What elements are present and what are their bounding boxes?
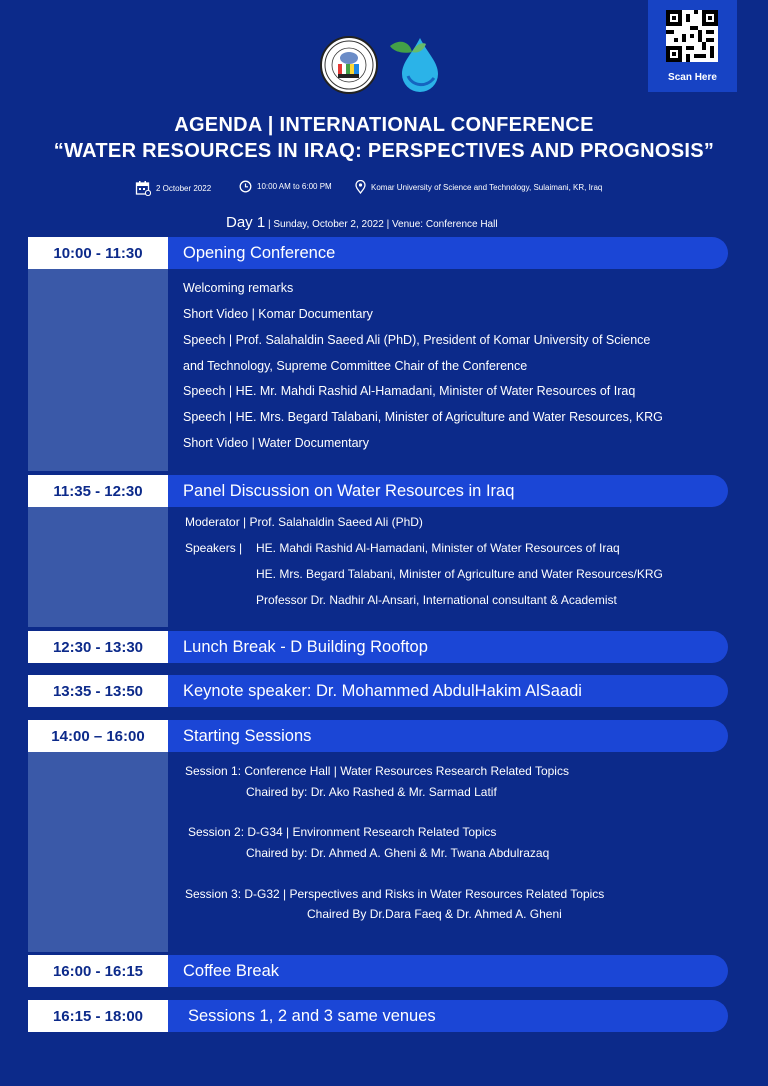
panel-speakers-label: Speakers | <box>185 541 243 555</box>
session-3-chair: Chaired By Dr.Dara Faeq & Dr. Ahmed A. Gheni <box>307 907 562 921</box>
time-column-strip <box>28 752 168 952</box>
water-drop-logo <box>386 32 450 96</box>
time-column-strip <box>28 269 168 471</box>
day-label: Day 1 <box>226 214 266 231</box>
location-pin-icon <box>355 180 366 194</box>
time-slot-sessions: 14:00 – 16:00 <box>28 720 168 752</box>
water-drop-icon <box>386 32 450 96</box>
session-2-chair: Chaired by: Dr. Ahmed A. Gheni & Mr. Twana Abdulrazaq <box>246 846 550 860</box>
session-1-chair: Chaired by: Dr. Ako Rashed & Mr. Sarmad Latif <box>246 785 497 799</box>
panel-speaker: Professor Dr. Nadhir Al-Ansari, International consultant & Academist <box>256 593 617 607</box>
session-2: Session 2: D-G34 | Environment Research Related Topics <box>188 825 497 839</box>
opening-item: and Technology, Supreme Committee Chair of the Conference <box>183 359 528 373</box>
page-title-line2: “WATER RESOURCES IN IRAQ: PERSPECTIVES AND PROGNOSIS” <box>53 140 715 162</box>
time-slot-final: 16:15 - 18:00 <box>28 1000 168 1032</box>
opening-item: Short Video | Water Documentary <box>183 436 369 450</box>
location-text: Komar University of Science and Technology, Sulaimani, KR, Iraq <box>371 182 603 192</box>
panel-speaker: HE. Mahdi Rashid Al-Hamadani, Minister of Water Resources of Iraq <box>256 541 620 555</box>
session-title-lunch: Lunch Break - D Building Rooftop <box>168 631 728 663</box>
time-text: 10:00 AM to 6:00 PM <box>257 182 332 191</box>
session-title-coffee: Coffee Break <box>168 955 728 987</box>
day-details: | Sunday, October 2, 2022 | Venue: Conference Hall <box>265 219 498 230</box>
university-seal-icon <box>322 38 376 92</box>
opening-item: Speech | HE. Mrs. Begard Talabani, Minister of Agriculture and Water Resources, KRG <box>183 410 663 424</box>
day-heading <box>226 214 498 231</box>
session-1: Session 1: Conference Hall | Water Resources Research Related Topics <box>185 764 569 778</box>
panel-moderator: Moderator | Prof. Salahaldin Saeed Ali (PhD) <box>185 515 423 529</box>
session-title-opening: Opening Conference <box>168 237 728 269</box>
session-title-final: Sessions 1, 2 and 3 same venues <box>168 1000 728 1032</box>
time-info <box>239 180 332 193</box>
time-slot-coffee: 16:00 - 16:15 <box>28 955 168 987</box>
qr-code-panel[interactable] <box>648 0 737 92</box>
opening-item: Speech | Prof. Salahaldin Saeed Ali (PhD), President of Komar University of Science <box>183 333 651 347</box>
session-title-keynote: Keynote speaker: Dr. Mohammed AbdulHakim AlSaadi <box>168 675 728 707</box>
time-slot-opening: 10:00 - 11:30 <box>28 237 168 269</box>
date-info <box>135 180 211 196</box>
date-text: 2 October 2022 <box>156 183 212 193</box>
opening-item: Speech | HE. Mr. Mahdi Rashid Al-Hamadani, Minister of Water Resources of Iraq <box>183 384 636 398</box>
calendar-icon <box>135 180 151 196</box>
qr-label: Scan Here <box>668 72 717 83</box>
university-logo <box>320 36 378 94</box>
clock-icon <box>239 180 252 193</box>
time-slot-keynote: 13:35 - 13:50 <box>28 675 168 707</box>
location-info <box>355 180 602 194</box>
time-slot-lunch: 12:30 - 13:30 <box>28 631 168 663</box>
opening-item: Short Video | Komar Documentary <box>183 307 373 321</box>
session-title-sessions: Starting Sessions <box>168 720 728 752</box>
time-column-strip <box>28 507 168 627</box>
session-3: Session 3: D-G32 | Perspectives and Risks in Water Resources Related Topics <box>185 887 605 901</box>
page-title-line1: AGENDA | INTERNATIONAL CONFERENCE <box>174 114 594 136</box>
opening-item: Welcoming remarks <box>183 281 294 295</box>
session-title-panel: Panel Discussion on Water Resources in Iraq <box>168 475 728 507</box>
qr-code-icon[interactable] <box>666 10 718 62</box>
time-slot-panel: 11:35 - 12:30 <box>28 475 168 507</box>
panel-speaker: HE. Mrs. Begard Talabani, Minister of Agriculture and Water Resources/KRG <box>256 567 663 581</box>
